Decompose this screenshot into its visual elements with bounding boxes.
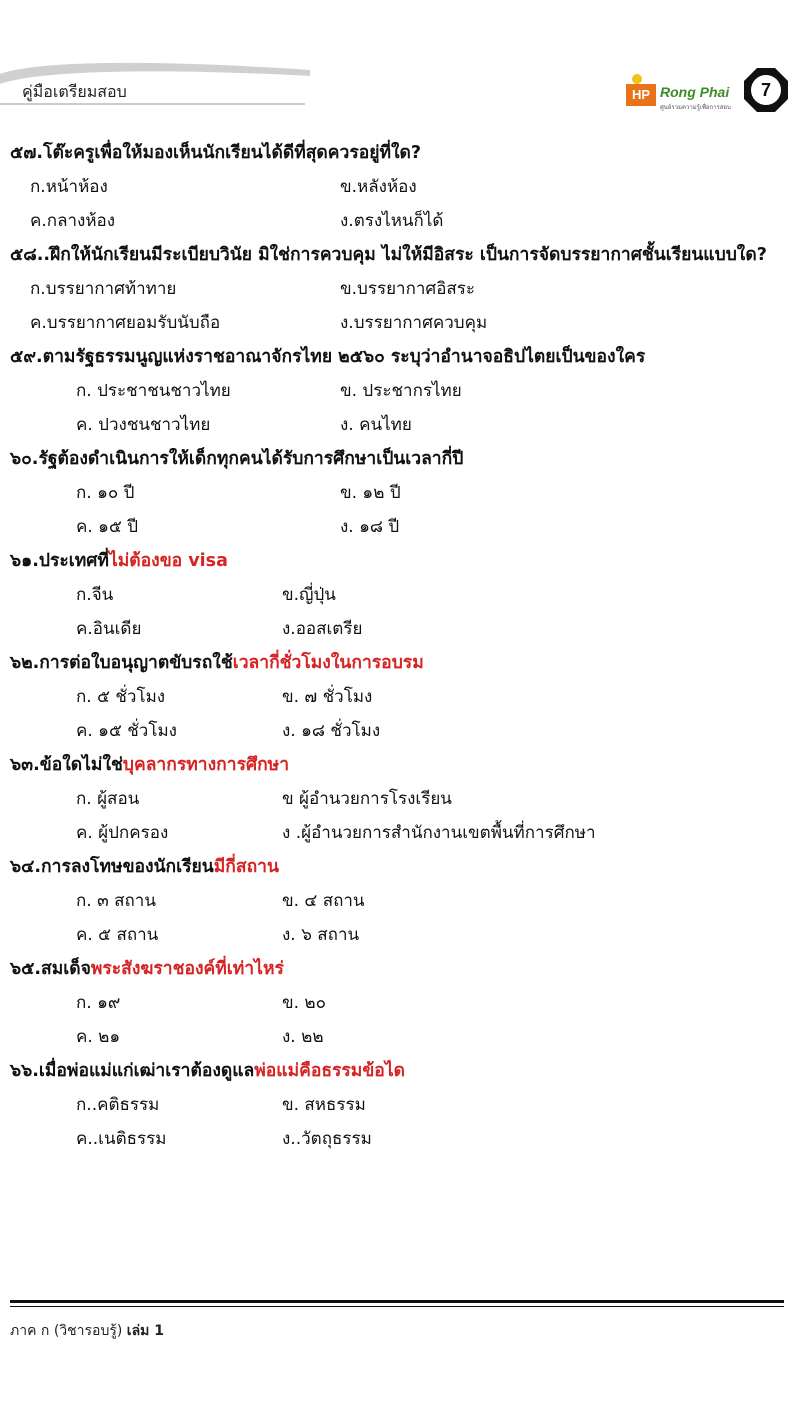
answer-option: ก. ๑๙: [76, 993, 121, 1013]
question-text: [0, 646, 800, 680]
footer: [10, 1320, 164, 1342]
answer-options: [0, 578, 800, 646]
answer-options: [0, 476, 800, 544]
answer-option: ก.หน้าห้อง: [30, 177, 108, 197]
question-stem: ตามรัฐธรรมนูญแห่งราชอาณาจักรไทย ๒๕๖๐ ระบุว่าอำนาจอธิปไตยเป็นของใคร: [42, 347, 646, 367]
answer-options: [0, 170, 800, 238]
answer-option: ข. ๒๐: [282, 993, 327, 1013]
answer-options: [0, 986, 800, 1054]
footer-section: ภาค ก (วิชารอบรู้): [10, 1323, 123, 1339]
rong-phai-logo: [626, 78, 746, 110]
question-text: [0, 544, 800, 578]
question-text: [0, 748, 800, 782]
answer-option: ง. ๑๘ ปี: [340, 517, 400, 537]
logo-tagline: ศูนย์รวมความรู้เพื่อการสอบ: [660, 104, 731, 111]
question-highlight: บุคลากรทางการศึกษา: [122, 755, 290, 775]
answer-option: ก. ๕ ชั่วโมง: [76, 687, 166, 707]
question-text: [0, 238, 780, 272]
question-stem: สมเด็จ: [41, 959, 91, 979]
answer-option: ก.บรรยากาศท้าทาย: [30, 279, 177, 299]
question-text: [0, 952, 800, 986]
question-highlight: พระสังฆราชองค์ที่เท่าไหร่: [90, 959, 284, 979]
question-stem: รัฐต้องดำเนินการให้เด็กทุกคนได้รับการศึกษาเป็นเวลากี่ปี: [38, 449, 464, 469]
logo-badge: HP: [626, 84, 656, 106]
question-number: ๕๗.: [10, 143, 44, 163]
question-number: ๖๒.: [10, 653, 40, 673]
answer-option: ง.ออสเตรีย: [282, 619, 363, 639]
answer-option: ข. ๗ ชั่วโมง: [282, 687, 373, 707]
question-text: [0, 442, 800, 476]
question-stem: การต่อใบอนุญาตขับรถใช้: [39, 653, 233, 673]
question-stem: การลงโทษของนักเรียน: [41, 857, 214, 877]
answer-option: ค.อินเดีย: [76, 619, 142, 639]
answer-option: ค. ๑๕ ปี: [76, 517, 139, 537]
answer-option: ก. ประชาชนชาวไทย: [76, 381, 231, 401]
question-text: [0, 1054, 800, 1088]
logo-name: Rong Phai: [660, 84, 730, 100]
answer-option: ค. ๒๑: [76, 1027, 121, 1047]
answer-option: ค.กลางห้อง: [30, 211, 116, 231]
answer-option: ข.ญี่ปุ่น: [282, 585, 336, 605]
question-text: [0, 850, 800, 884]
question-highlight: มีกี่สถาน: [213, 857, 279, 877]
answer-option: ก. ๓ สถาน: [76, 891, 156, 911]
answer-options: [0, 680, 800, 748]
question-number: ๖๐.: [10, 449, 39, 469]
question-stem: .ฝึกให้นักเรียนมีระเบียบวินัย มิใช่การควบคุม ไม่ให้มีอิสระ เป็นการจัดบรรยากาศชั้นเรียนแบบใด?: [43, 245, 767, 265]
question-number: ๖๕.: [10, 959, 42, 979]
question-stem: เมื่อพ่อแม่แก่เฒ่าเราต้องดูแล: [38, 1061, 255, 1081]
answer-option: ค..เนติธรรม: [76, 1129, 167, 1149]
answer-option: ข.หลังห้อง: [340, 177, 417, 197]
question-number: ๖๑.: [10, 551, 39, 571]
question-number: ๖๓.: [10, 755, 40, 775]
answer-option: ก..คติธรรม: [76, 1095, 160, 1115]
question-number: ๖๖.: [10, 1061, 39, 1081]
answer-option: ข. ประชากรไทย: [340, 381, 462, 401]
question-list: [0, 136, 800, 1156]
answer-option: ก.จีน: [76, 585, 114, 605]
answer-options: [0, 374, 800, 442]
question-text: [0, 136, 800, 170]
answer-options: [0, 782, 800, 850]
footer-divider: [10, 1300, 784, 1303]
question-highlight: เวลากี่ชั่วโมงในการอบรม: [232, 653, 424, 673]
answer-option: ค. ปวงชนชาวไทย: [76, 415, 211, 435]
header-title: คู่มือเตรียมสอบ: [22, 82, 127, 101]
footer-volume: เล่ม 1: [126, 1323, 164, 1339]
answer-option: ค. ผู้ปกครอง: [76, 823, 169, 843]
footer-divider-thin: [10, 1306, 784, 1307]
page-header: [0, 0, 800, 130]
answer-option: ข. สหธรรม: [282, 1095, 366, 1115]
question-text: [0, 340, 800, 374]
answer-option: ง. ๖ สถาน: [282, 925, 360, 945]
answer-option: ค.บรรยากาศยอมรับนับถือ: [30, 313, 221, 333]
answer-option: ก. ผู้สอน: [76, 789, 140, 809]
answer-option: ง. คนไทย: [340, 415, 412, 435]
answer-option: ค. ๕ สถาน: [76, 925, 159, 945]
answer-option: ง. ๒๒: [282, 1027, 324, 1047]
answer-option: ข.บรรยากาศอิสระ: [340, 279, 476, 299]
question-highlight: พ่อแม่คือธรรมข้อได: [254, 1061, 405, 1081]
answer-option: ข ผู้อำนวยการโรงเรียน: [282, 789, 452, 809]
question-stem: ประเทศที่: [38, 551, 109, 571]
answer-option: ง .ผู้อำนวยการสำนักงานเขตพื้นที่การศึกษา: [282, 823, 596, 843]
question-stem: ข้อใดไม่ใช่: [39, 755, 123, 775]
page-number: 7: [760, 80, 771, 100]
question-highlight: ไม่ต้องขอ visa: [108, 551, 228, 571]
answer-option: ง..วัตถุธรรม: [282, 1129, 372, 1149]
logo-sun-icon: [632, 74, 642, 84]
answer-options: [0, 1088, 800, 1156]
question-stem: โต๊ะครูเพื่อให้มองเห็นนักเรียนได้ดีที่สุดควรอยู่ที่ใด?: [43, 143, 422, 163]
answer-option: ก. ๑๐ ปี: [76, 483, 135, 503]
answer-option: ง.บรรยากาศควบคุม: [340, 313, 488, 333]
answer-option: ค. ๑๕ ชั่วโมง: [76, 721, 177, 741]
question-number: ๕๘.: [10, 245, 44, 265]
answer-options: [0, 884, 800, 952]
answer-option: ข. ๔ สถาน: [282, 891, 365, 911]
question-number: ๕๙.: [10, 347, 43, 367]
answer-options: [0, 272, 800, 340]
question-number: ๖๔.: [10, 857, 42, 877]
answer-option: ข. ๑๒ ปี: [340, 483, 401, 503]
answer-option: ง.ตรงไหนก็ได้: [340, 211, 444, 231]
answer-option: ง. ๑๘ ชั่วโมง: [282, 721, 381, 741]
